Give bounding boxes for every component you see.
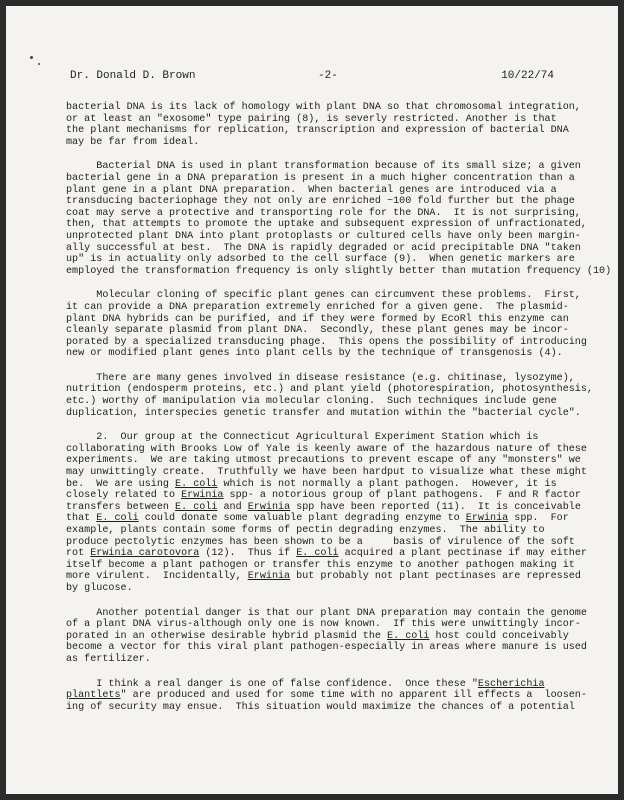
text-segment: that (66, 513, 97, 525)
text-line (66, 571, 586, 583)
text-line (66, 490, 586, 502)
text-segment: There are many genes involved in disease resistance (e.g. chitinase, lysozyme), (66, 372, 575, 384)
text-segment: itself become a plant pathogen or transfer this enzyme to another pathogen making it (66, 559, 575, 571)
underlined-term: E. coli (96, 513, 139, 525)
text-segment: more virulent. Incidentally, (66, 571, 248, 583)
text-line (66, 161, 586, 173)
text-segment: up" is in actuality only adsorbed to the cell surface (9). When genetic markers are (66, 254, 575, 266)
text-segment: as fertilizer. (66, 653, 151, 665)
text-line (66, 537, 586, 549)
text-line (66, 654, 586, 666)
underlined-term: Escherichia (477, 678, 545, 690)
text-segment: then, that attempts to promote the uptake and subsequent expression of unfractionated, (66, 219, 587, 231)
text-line (66, 444, 586, 456)
underlined-term: plantlets (66, 690, 121, 702)
underlined-term: Erwinia (247, 501, 291, 513)
text-segment: ally successful at best. The DNA is rapidly degraded or acid precipitable DNA "taken (66, 242, 581, 254)
text-segment: employed the transformation frequency is only slightly better than mutation frequency (10) (66, 265, 612, 277)
text-line (66, 254, 586, 266)
text-line (66, 325, 586, 337)
paragraph (66, 372, 593, 419)
text-segment: etc.) worthy of manipulation via molecular cloning. Such techniques include gene (66, 396, 557, 408)
paragraph (66, 290, 586, 360)
speck-mark (38, 63, 40, 65)
text-segment: coat may serve a protective and transporting role for the DNA. It is not surprising, (66, 207, 581, 219)
text-segment: porated by a specialized transducing phage. This opens the possibility of introducing (66, 336, 587, 348)
text-segment: it can provide a DNA preparation extremely enriched for a given gene. The plasmid- (66, 301, 569, 313)
text-segment: ing of security may ensue. This situation would maximize the chances of a potential (66, 701, 575, 713)
text-line (66, 231, 586, 243)
text-segment: by glucose. (66, 582, 133, 594)
text-line (66, 314, 586, 326)
underlined-term: Erwinia (247, 571, 291, 583)
text-line (66, 208, 586, 220)
text-segment: transfers between (66, 501, 176, 513)
underlined-term: E. coli (387, 630, 430, 642)
text-line (66, 513, 586, 525)
text-line (66, 302, 586, 314)
text-segment: Molecular cloning of specific plant genes can circumvent these problems. First, (66, 290, 581, 302)
text-segment: bacterial DNA is its lack of homology with plant DNA so that chromosomal integration, (66, 102, 581, 113)
letter-page (6, 6, 618, 794)
text-segment: transducing bacteriophage they not only are enriched ~100 fold further but the phage (66, 196, 575, 208)
text-line (66, 455, 586, 467)
addressee-name: Dr. Donald D. Brown (70, 70, 196, 82)
text-line (66, 583, 586, 595)
paragraph (66, 679, 586, 714)
text-segment: example, plants contain some forms of pectin degrading enzymes. The ability to (66, 525, 545, 536)
text-segment: plant DNA hybrids can be purified, and if they were formed by EcoRl this enzyme can (66, 313, 569, 325)
text-segment: 2. Our group at the Connecticut Agricultural Experiment Station which is (66, 432, 539, 444)
text-segment: spp. For (508, 513, 569, 525)
paragraph (66, 608, 586, 666)
text-segment: (12). Thus if (199, 548, 297, 560)
text-line (66, 408, 586, 420)
text-segment: be. We are using (66, 478, 176, 490)
text-line (66, 102, 586, 114)
text-segment: nutrition (endosperm proteins, etc.) and plant yield (photorespiration, photosynthesis, (66, 384, 593, 396)
text-line (66, 608, 586, 620)
text-line (66, 137, 586, 149)
text-segment: new or modified plant genes into plant cells by the technique of transgenosis (4). (66, 348, 563, 360)
text-segment: and (217, 501, 248, 513)
text-line (66, 114, 586, 126)
text-segment: produce pectolytic enzymes has been shown to be a basis of virulence of the soft (66, 536, 575, 548)
text-segment: spp- a notorious group of plant pathogens. F and R factor (223, 490, 581, 502)
text-segment: may be far from ideal. (66, 136, 200, 148)
speck-mark (30, 56, 33, 59)
text-segment: but probably not plant pectinases are repressed (290, 571, 581, 583)
text-segment: porated in an otherwise desirable hybrid plasmid the (66, 630, 388, 642)
paragraph (66, 432, 586, 594)
text-line (66, 432, 586, 444)
paragraph (66, 102, 586, 148)
text-segment: which is not normally a plant pathogen. However, it is (217, 478, 557, 490)
text-line (66, 502, 586, 514)
text-line (66, 348, 586, 360)
text-line (66, 525, 586, 537)
text-segment: Bacterial DNA is used in plant transformation because of its small size; a given (66, 161, 581, 173)
text-segment: of a plant DNA virus-although only one is now known. If this were unwittingly incor- (66, 619, 581, 631)
underlined-term: Erwinia (465, 513, 509, 525)
text-segment: bacterial gene in a DNA preparation is present in a much higher concentration than a (66, 172, 575, 184)
underlined-term: Erwinia (181, 490, 224, 502)
text-segment: may unwittingly create. Truthfully we have been hardput to visualize what these might (66, 467, 587, 479)
text-line (66, 396, 586, 408)
text-segment: duplication, interspecies genetic transfer and mutation within the "bacterial cycle". (66, 407, 581, 419)
text-segment: spp have been reported (11). It is conceivable (290, 501, 581, 513)
text-line (66, 125, 586, 137)
text-line (66, 479, 586, 491)
text-segment: rot (66, 548, 91, 560)
text-segment: collaborating with Brooks Low of Yale is keenly aware of the hazardous nature of these (66, 443, 587, 455)
text-line (66, 467, 586, 479)
text-line (66, 690, 586, 702)
text-line (66, 290, 586, 302)
text-line (66, 373, 586, 385)
text-line (66, 265, 612, 278)
text-segment: or at least an "exosome" type pairing (8), is severly restricted. Another is that (66, 113, 557, 125)
text-line (66, 219, 586, 231)
text-line (66, 173, 586, 185)
text-line (66, 548, 586, 560)
text-segment: acquired a plant pectinase if may either (338, 548, 587, 560)
text-line (66, 337, 586, 349)
underlined-term: E. coli (296, 548, 339, 560)
text-segment: unprotected plant DNA into plant protoplasts or cultured cells have only been margin- (66, 230, 581, 242)
text-segment: become a vector for this viral plant pathogen-especially in areas where manure is used (66, 642, 587, 654)
text-line (66, 560, 586, 572)
underlined-term: E. coli (175, 478, 218, 490)
text-line (66, 185, 586, 197)
text-segment: closely related to (66, 490, 182, 502)
text-segment: " are produced and used for some time with no apparent ill effects a loosen- (120, 690, 587, 702)
underlined-term: Erwinia carotovora (90, 548, 200, 560)
page-number: -2- (318, 70, 338, 82)
text-segment: cleanly separate plasmid from plant DNA. Secondly, these plant genes may be incor- (66, 325, 569, 337)
letter-body (66, 102, 612, 726)
text-segment: host could conceivably (429, 630, 569, 642)
text-segment: the plant mechanisms for replication, transcription and expression of bacterial DNA (66, 125, 569, 137)
text-segment: could donate some valuable plant degrading enzyme to (138, 513, 466, 525)
text-line (66, 384, 593, 396)
text-line (66, 679, 586, 691)
paragraph (66, 161, 612, 277)
text-line (66, 196, 586, 208)
text-line (66, 631, 586, 643)
text-segment: plant gene in a plant DNA preparation. When bacterial genes are introduced via a (66, 184, 557, 196)
text-line (66, 702, 586, 714)
underlined-term: E. coli (175, 501, 218, 513)
text-line (66, 642, 586, 654)
text-line (66, 243, 586, 255)
text-line (66, 619, 586, 631)
letter-header (70, 70, 554, 86)
text-segment: I think a real danger is one of false confidence. Once these " (66, 678, 478, 690)
letter-date: 10/22/74 (501, 70, 554, 82)
text-segment: Another potential danger is that our plant DNA preparation may contain the genome (66, 607, 587, 619)
text-segment: experiments. We are taking utmost precautions to prevent escape of any "monsters" we (66, 455, 581, 467)
